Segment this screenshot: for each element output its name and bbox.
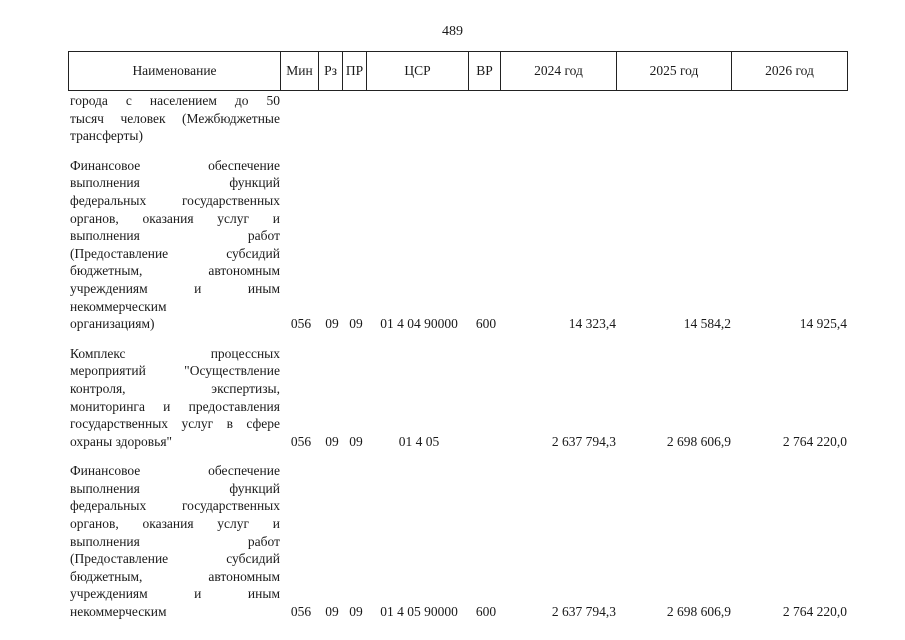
row-name-line: Финансовое обеспечение bbox=[70, 157, 280, 173]
cell-rz: 09 bbox=[325, 604, 339, 620]
row-name bbox=[68, 462, 280, 620]
header-csr: ЦСР bbox=[367, 52, 469, 91]
row-name-line: учреждениям и иным bbox=[70, 586, 280, 602]
table-row bbox=[68, 157, 849, 333]
table-row bbox=[68, 345, 849, 451]
cell-rz: 09 bbox=[325, 433, 339, 449]
row-name-line: выполнения функций bbox=[70, 480, 280, 496]
cell-2026: 14 925,4 bbox=[799, 316, 847, 332]
row-name-line: организациям) bbox=[70, 316, 155, 332]
cell-csr: 01 4 05 90000 bbox=[380, 604, 458, 620]
table-row bbox=[68, 92, 849, 145]
table-body bbox=[68, 92, 849, 621]
row-gap bbox=[68, 450, 849, 462]
header-2024: 2024 год bbox=[501, 52, 617, 91]
header-2025: 2025 год bbox=[617, 52, 732, 91]
row-gap bbox=[68, 333, 849, 345]
cell-2026: 2 764 220,0 bbox=[782, 433, 847, 449]
header-vr: ВР bbox=[469, 52, 501, 91]
cell-2025: 14 584,2 bbox=[683, 316, 731, 332]
row-name-line: федеральных государственных bbox=[70, 192, 280, 208]
row-name-line: Комплекс процессных bbox=[70, 345, 280, 361]
row-name-line: контроля, экспертизы, bbox=[70, 380, 280, 396]
row-name-line: Финансовое обеспечение bbox=[70, 463, 280, 479]
cell-vr: 600 bbox=[475, 604, 497, 620]
table-header bbox=[68, 51, 848, 91]
cell-2024: 2 637 794,3 bbox=[551, 433, 616, 449]
row-name-line: выполнения работ bbox=[70, 228, 280, 244]
row-name-line: бюджетным, автономным bbox=[70, 568, 280, 584]
row-name-line: тысяч человек (Межбюджетные bbox=[70, 110, 280, 126]
row-name-line: некоммерческим bbox=[70, 604, 167, 620]
cell-2026: 2 764 220,0 bbox=[782, 604, 847, 620]
cell-pr: 09 bbox=[349, 604, 363, 620]
cell-2024: 2 637 794,3 bbox=[551, 604, 616, 620]
row-name-line: трансферты) bbox=[70, 128, 143, 144]
row-name-line: органов, оказания услуг и bbox=[70, 210, 280, 226]
row-name-line: мероприятий "Осуществление bbox=[70, 363, 280, 379]
cell-min: 056 bbox=[290, 316, 312, 332]
cell-pr: 09 bbox=[349, 316, 363, 332]
cell-pr: 09 bbox=[349, 433, 363, 449]
header-pr: ПР bbox=[343, 52, 367, 91]
cell-rz: 09 bbox=[325, 316, 339, 332]
cell-csr: 01 4 04 90000 bbox=[380, 316, 458, 332]
row-name-line: (Предоставление субсидий bbox=[70, 245, 280, 261]
row-name-line: федеральных государственных bbox=[70, 498, 280, 514]
row-name-line: выполнения работ bbox=[70, 533, 280, 549]
header-min: Мин bbox=[281, 52, 319, 91]
cell-csr: 01 4 05 bbox=[398, 433, 440, 449]
table-row bbox=[68, 462, 849, 620]
cell-vr: 600 bbox=[475, 316, 497, 332]
row-name-line: государственных услуг в сфере bbox=[70, 416, 280, 432]
row-name-line: органов, оказания услуг и bbox=[70, 516, 280, 532]
row-name-line: охраны здоровья" bbox=[70, 433, 173, 449]
header-name: Наименование bbox=[69, 52, 281, 91]
page-number: 489 bbox=[442, 24, 463, 39]
header-rz: Рз bbox=[319, 52, 343, 91]
row-gap bbox=[68, 145, 849, 157]
row-name-line: выполнения функций bbox=[70, 175, 280, 191]
cell-2025: 2 698 606,9 bbox=[666, 433, 731, 449]
row-name-line: учреждениям и иным bbox=[70, 280, 280, 296]
row-name-line: бюджетным, автономным bbox=[70, 263, 280, 279]
row-name-line: мониторинга и предоставления bbox=[70, 398, 280, 414]
cell-2025: 2 698 606,9 bbox=[666, 604, 731, 620]
row-name-line: города с населением до 50 bbox=[70, 93, 280, 108]
row-name-line: некоммерческим bbox=[70, 298, 167, 314]
row-name-line: (Предоставление субсидий bbox=[70, 551, 280, 567]
row-name bbox=[68, 345, 280, 451]
cell-min: 056 bbox=[290, 433, 312, 449]
row-name bbox=[68, 157, 280, 333]
header-2026: 2026 год bbox=[732, 52, 848, 91]
cell-min: 056 bbox=[290, 604, 312, 620]
row-name bbox=[68, 92, 280, 145]
cell-2024: 14 323,4 bbox=[568, 316, 616, 332]
